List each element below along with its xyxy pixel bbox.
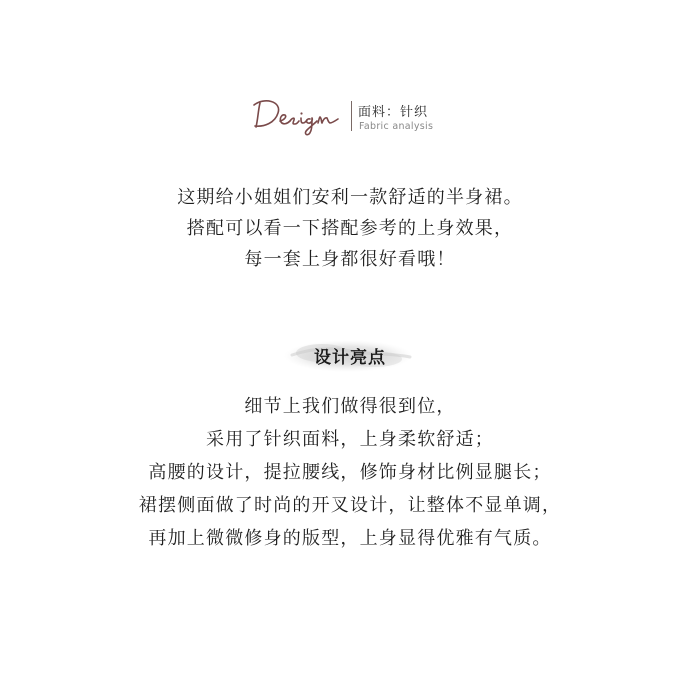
intro-line: 这期给小姐姐们安利一款舒适的半身裙。 (177, 187, 523, 208)
highlight-line: 高腰的设计，提拉腰线，修饰身材比例显腿长； (148, 462, 552, 483)
highlight-line: 再加上微微修身的版型，上身显得优雅有气质。 (148, 528, 552, 549)
i-dot-icon (300, 112, 302, 114)
design-script-logo (252, 93, 344, 137)
intro-paragraph (0, 182, 700, 275)
header-subtitle: Fabric analysis (359, 121, 434, 132)
highlights-heading (270, 333, 430, 377)
section-header (252, 93, 472, 141)
header-divider (351, 101, 352, 131)
intro-line: 搭配可以看一下搭配参考的上身效果， (186, 218, 514, 239)
header-title: 面料：针织 (358, 105, 429, 120)
highlight-line: 细节上我们做得很到位， (244, 396, 456, 417)
highlight-line: 采用了针织面料，上身柔软舒适； (206, 429, 494, 450)
highlights-paragraph (0, 390, 700, 555)
highlights-title: 设计亮点 (314, 348, 386, 368)
highlight-line: 裙摆侧面做了时尚的开叉设计，让整体不显单调， (138, 495, 562, 516)
intro-line: 每一套上身都很好看哦！ (244, 249, 456, 270)
